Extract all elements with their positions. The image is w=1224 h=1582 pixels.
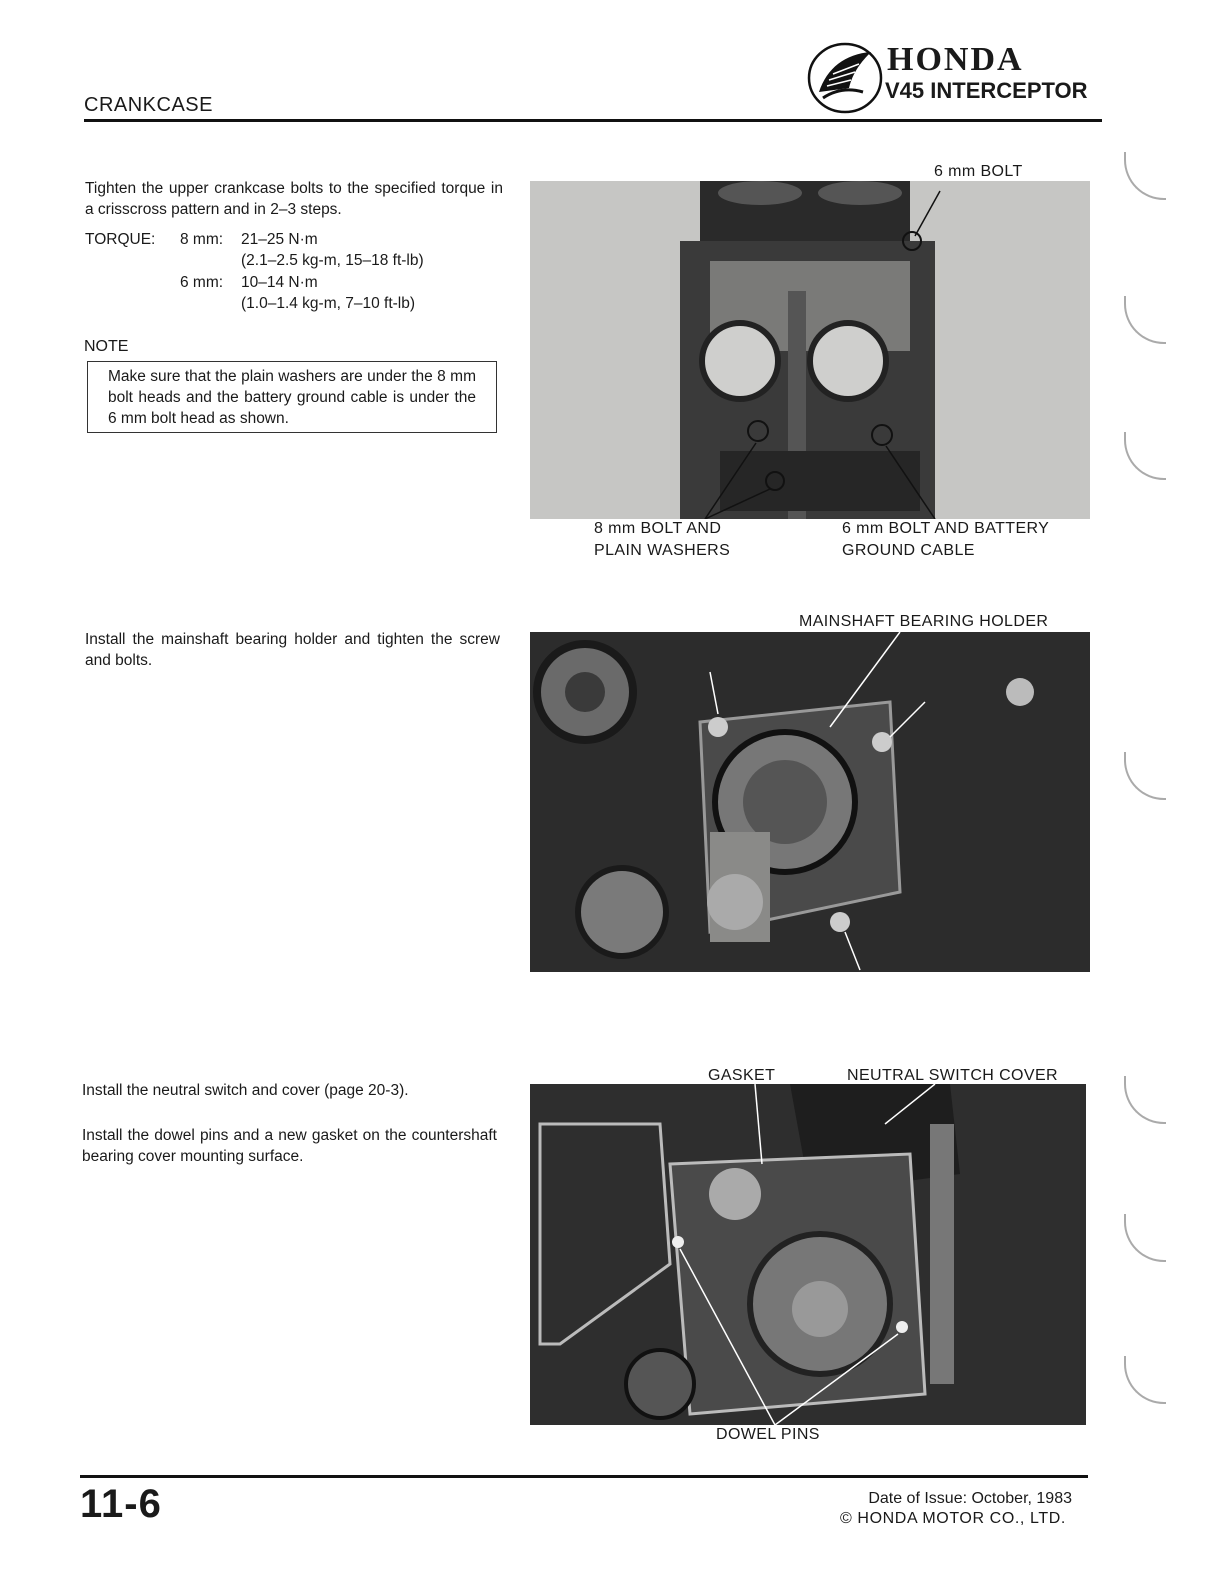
- callout-8mm-bolt-line1: 8 mm BOLT AND: [594, 520, 722, 537]
- callout-gasket: GASKET: [708, 1067, 776, 1084]
- step3-text2: Install the dowel pins and a new gasket on the countershaft bearing cover mounting surface.: [82, 1127, 497, 1165]
- torque-label: TORQUE:: [85, 231, 156, 248]
- step2-text: Install the mainshaft bearing holder and tighten the screw and bolts.: [85, 631, 500, 669]
- callout-mainshaft-holder: MAINSHAFT BEARING HOLDER: [799, 613, 1049, 630]
- honda-wing-logo-icon: [805, 40, 885, 116]
- bolt8-label: 8 mm:: [180, 231, 224, 248]
- callout-battery-line2: GROUND CABLE: [842, 542, 975, 559]
- note-label: NOTE: [84, 338, 129, 355]
- crankcase-top-photo: [530, 181, 1090, 519]
- neutral-switch-photo: [530, 1084, 1086, 1425]
- bolt8-alt: (2.1–2.5 kg-m, 15–18 ft-lb): [241, 252, 424, 269]
- header-rule: [84, 119, 1102, 122]
- bolt6-label: 6 mm:: [180, 274, 224, 291]
- mainshaft-holder-photo: [530, 632, 1090, 972]
- copyright: © HONDA MOTOR CO., LTD.: [840, 1510, 1066, 1527]
- footer-rule: [80, 1475, 1088, 1478]
- binder-tab-mark: [1124, 296, 1166, 344]
- callout-6mm-bolt: 6 mm BOLT: [934, 163, 1023, 180]
- binder-tab-mark: [1124, 1214, 1166, 1262]
- bolt6-alt: (1.0–1.4 kg-m, 7–10 ft-lb): [241, 295, 416, 312]
- callout-dowel-pins: DOWEL PINS: [716, 1426, 820, 1443]
- binder-tab-mark: [1124, 152, 1166, 200]
- section-title: CRANKCASE: [84, 94, 213, 116]
- callout-8mm-bolt-line2: PLAIN WASHERS: [594, 542, 731, 559]
- model-name: V45 INTERCEPTOR: [885, 78, 1088, 103]
- binder-tab-mark: [1124, 432, 1166, 480]
- bolt6-value: 10–14 N·m: [241, 274, 318, 291]
- callout-neutral-switch-cover: NEUTRAL SWITCH COVER: [847, 1067, 1058, 1084]
- binder-tab-mark: [1124, 752, 1166, 800]
- step1-text: Tighten the upper crankcase bolts to the specified torque in a crisscross pattern and in 2–3 steps.: [85, 180, 503, 218]
- issue-date: Date of Issue: October, 1983: [868, 1490, 1072, 1507]
- page-number: 11-6: [80, 1482, 162, 1526]
- binder-tab-mark: [1124, 1076, 1166, 1124]
- step3-text1: Install the neutral switch and cover (page 20-3).: [82, 1082, 409, 1099]
- bolt8-value: 21–25 N·m: [241, 231, 318, 248]
- note-box: Make sure that the plain washers are under the 8 mm bolt heads and the battery ground cable is under the 6 mm bolt head as shown.: [87, 361, 497, 433]
- binder-tab-mark: [1124, 1356, 1166, 1404]
- brand-name: HONDA: [887, 41, 1024, 78]
- callout-battery-line1: 6 mm BOLT AND BATTERY: [842, 520, 1050, 537]
